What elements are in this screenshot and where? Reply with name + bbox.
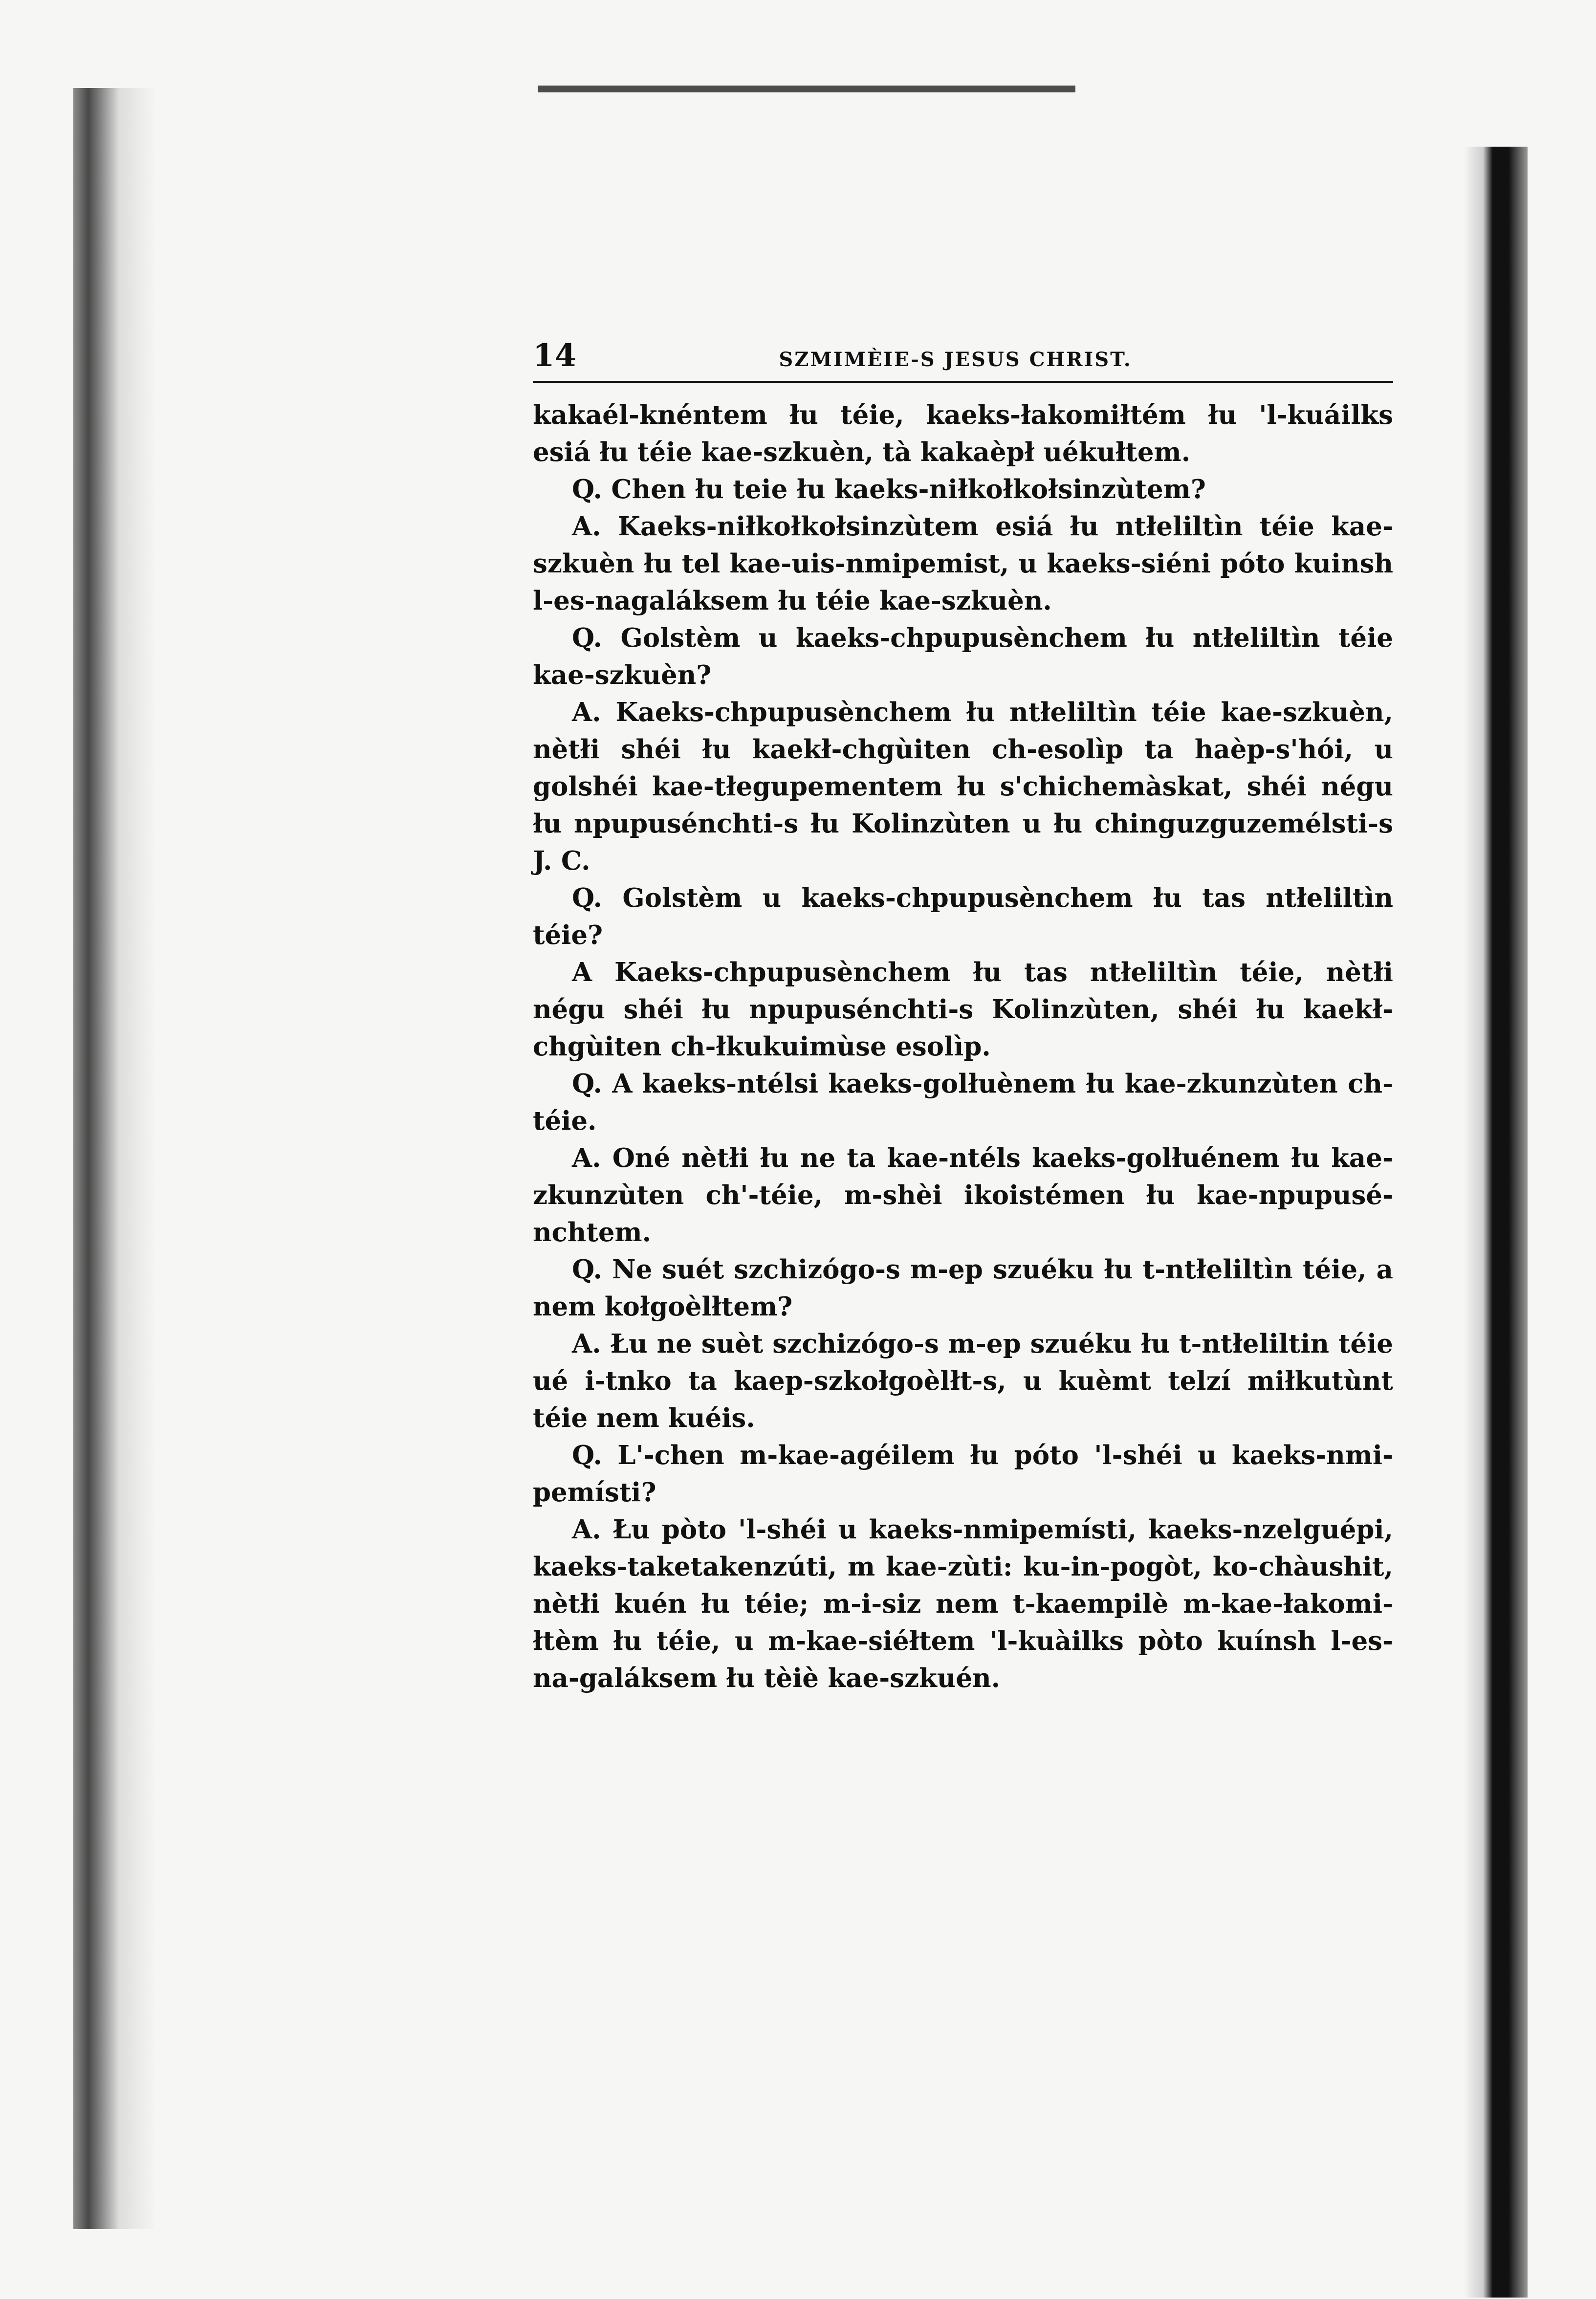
answer-paragraph: A. Kaeks-niłkołkołsinzùtem esiá łu ntłeliltìn téie kae-szkuèn łu tel kae-uis-nmipemist, u kaeks-siéni póto kuinsh l-es-nagaláksem łu téie kae-szkuèn.	[533, 511, 1393, 616]
answer-paragraph: A. Łu ne suèt szchizógo-s m-ep szuéku łu t-ntłeliltin téie ué i-tnko ta kaep-szkołgoèlłt-s, u kuèmt telzí miłkutùnt téie nem kuéis.	[533, 1329, 1393, 1433]
book-page	[533, 337, 1393, 1697]
running-head: SZMIMÈIE-S JESUS CHRIST.	[779, 348, 1132, 371]
page-number: 14	[533, 337, 577, 374]
question-paragraph: Q. Golstèm u kaeks-chpupusènchem łu tas ntłeliltìn téie?	[533, 883, 1393, 950]
question-paragraph: Q. Chen łu teie łu kaeks-niłkołkołsinzùtem?	[572, 474, 1206, 504]
answer-paragraph: A. Łu pòto 'l-shéi u kaeks-nmipemísti, kaeks-nzelguépi, kaeks-taketakenzúti, m kae-zùti: ku-in-pogòt, ko-chàushit, nètłi kuén łu téie; m-i-siz nem t-kaempilè m-kae-łakomi-łtèm łu téie, u m-kae-siéłtem 'l-kuàilks pòto kuínsh l-es-na-galáksem łu tèiè kae-szkuén.	[533, 1514, 1393, 1693]
page-body	[533, 396, 1393, 1697]
scan-artifact-top	[538, 86, 1075, 92]
scan-shadow-left	[73, 88, 156, 2229]
question-paragraph: Q. Ne suét szchizógo-s m-ep szuéku łu t-ntłeliltìn téie, a nem kołgoèlłtem?	[533, 1254, 1393, 1322]
scan-shadow-right	[1464, 147, 1528, 2298]
question-paragraph: Q. A kaeks-ntélsi kaeks-golłuènem łu kae-zkunzùten ch-téie.	[533, 1069, 1393, 1136]
question-paragraph: Q. Golstèm u kaeks-chpupusènchem łu ntłeliltìn téie kae-szkuèn?	[533, 623, 1393, 690]
paragraph: kakaél-knéntem łu téie, kaeks-łakomiłtém łu 'l-kuáilks esiá łu téie kae-szkuèn, tà kakaèpł uékułtem.	[533, 400, 1393, 467]
answer-paragraph: A Kaeks-chpupusènchem łu tas ntłeliltìn téie, nètłi négu shéi łu npupusénchti-s Kolinzùten, shéi łu kaekł-chgùiten ch-łkukuimùse esolìp.	[533, 957, 1393, 1062]
question-paragraph: Q. L'-chen m-kae-agéilem łu póto 'l-shéi u kaeks-nmi-pemísti?	[533, 1440, 1393, 1508]
page-header	[533, 337, 1393, 383]
answer-paragraph: A. Kaeks-chpupusènchem łu ntłeliltìn téie kae-szkuèn, nètłi shéi łu kaekł-chgùiten ch-esolìp ta haèp-s'hói, u golshéi kae-tłegupementem łu s'chichemàskat, shéi négu łu npupusénchti-s łu Kolinzùten u łu chinguzguzemélsti-s J. C.	[533, 697, 1393, 876]
answer-paragraph: A. Oné nètłi łu ne ta kae-ntéls kaeks-golłuénem łu kae-zkunzùten ch'-téie, m-shèi ikoistémen łu kae-npupusé-nchtem.	[533, 1143, 1393, 1248]
